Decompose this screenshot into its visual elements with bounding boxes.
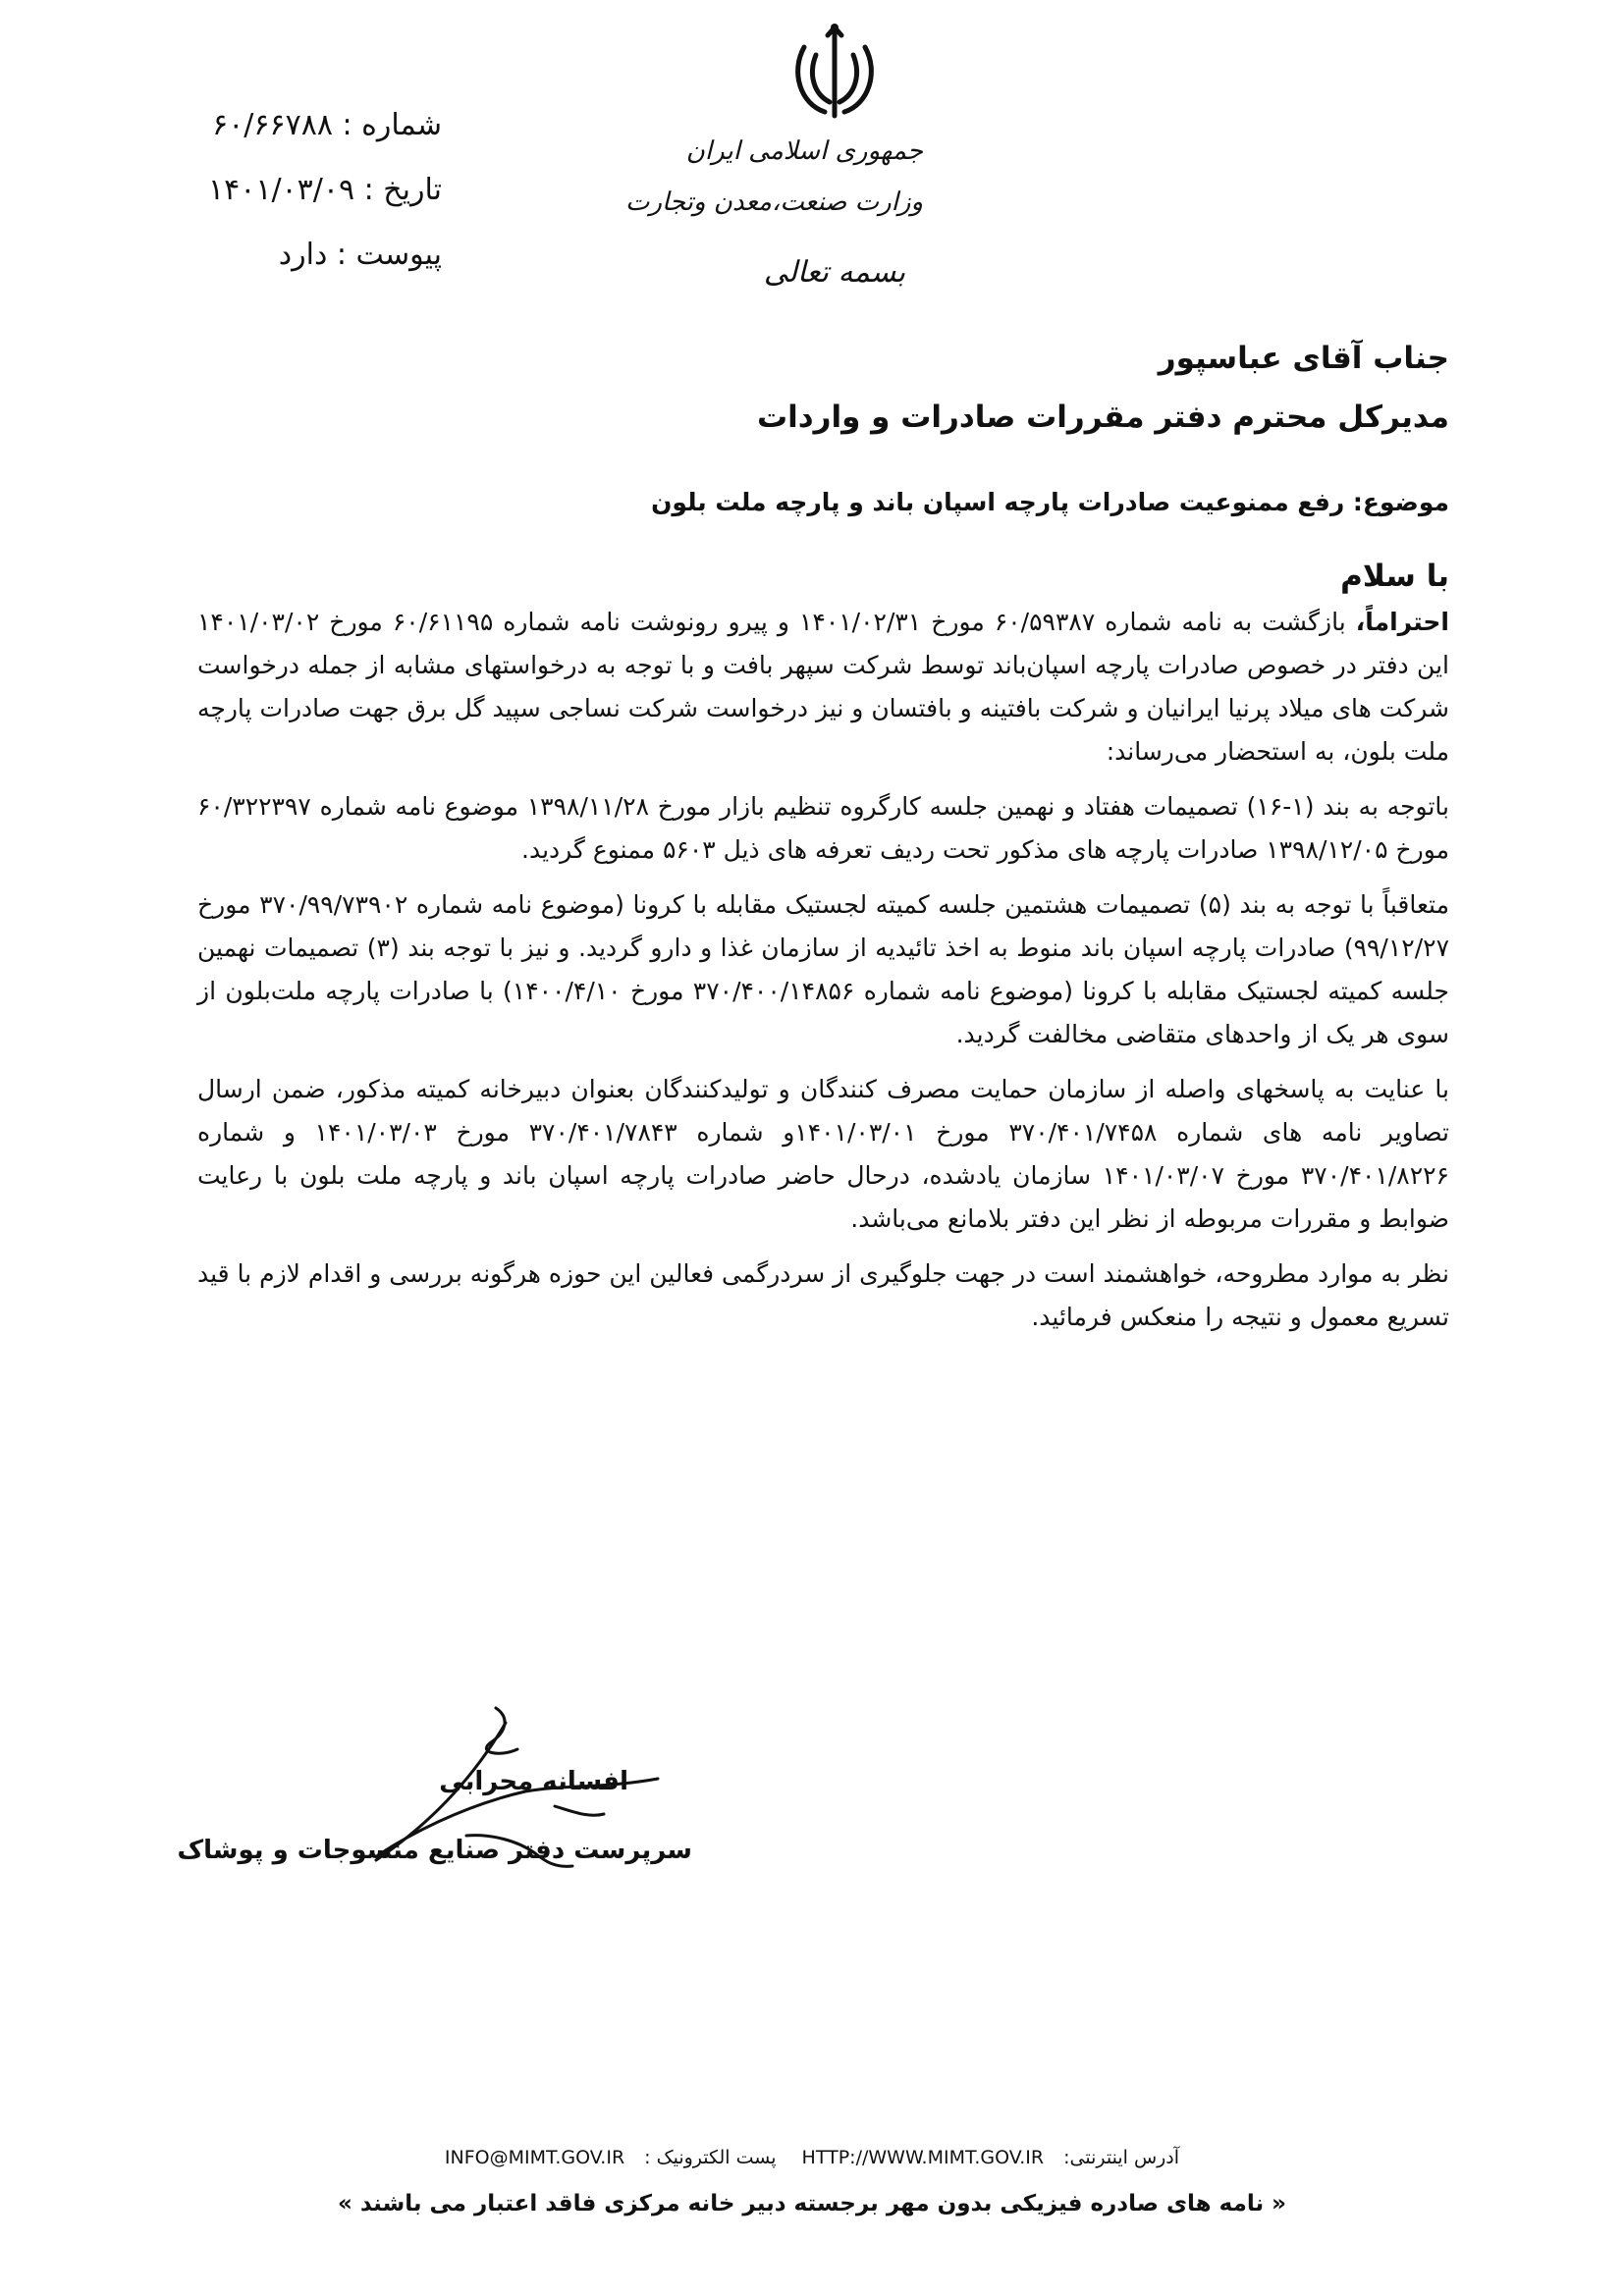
- letter-number: شماره : ۶۰/۶۶۷۸۸: [212, 108, 442, 142]
- email-link[interactable]: INFO@MIMT.GOV.IR: [444, 2147, 625, 2168]
- paragraph-5: نظر به موارد مطروحه، خواهشمند است در جهت جلوگیری از سردرگمی فعالین این حوزه هرگونه بررسی و اقدام لازم با قید تسریع معمول و نتیجه را منعکس فرمائید.: [197, 1259, 1449, 1331]
- signature-block: [177, 1688, 702, 1904]
- letter-subject: موضوع: رفع ممنوعیت صادرات پارچه اسپان باند و پارچه ملت بلون: [651, 488, 1449, 516]
- letter-attachment: پیوست : دارد: [278, 238, 442, 272]
- ministry-name: وزارت صنعت،معدن وتجارت: [624, 187, 923, 217]
- country-name: جمهوری اسلامی ایران: [685, 136, 923, 166]
- paragraph-2: باتوجه به بند (۱-۱۶) تصمیمات هفتاد و نهمین جلسه کارگروه تنظیم بازار مورخ ۱۳۹۸/۱۱/۲۸ موضوع نامه شماره ۶۰/۳۲۲۳۹۷ مورخ ۱۳۹۸/۱۲/۰۵ صادرات پارچه های مذکور تحت ردیف تعرفه های ذیل ۵۶۰۳ ممنوع گردید.: [197, 792, 1449, 864]
- paragraph-1-text: بازگشت به نامه شماره ۶۰/۵۹۳۸۷ مورخ ۱۴۰۱/۰۲/۳۱ و پیرو رونوشت نامه شماره ۶۰/۶۱۱۹۵ مورخ ۱۴۰۱/۰۳/۰۲ این دفتر در خصوص صادرات پارچه اسپان‌باند توسط شرکت سپهر بافت و با توجه به درخواستهای مشابه از جمله درخواست شرکت های میلاد پرنیا ایرانیان و شرکت بافتینه و بافتسان و نیز درخواست شرکت نساجی سپید گل برق جهت صادرات پارچه ملت بلون، به استحضار می‌رساند:: [197, 608, 1449, 766]
- bismillah: بسمه تعالی: [763, 255, 906, 290]
- addressee-name: جناب آقای عباسپور: [1158, 341, 1449, 376]
- paragraph-1: [197, 601, 1449, 774]
- signatory-name: افسانه محرابی: [439, 1767, 628, 1796]
- letter-date: تاریخ : ۱۴۰۱/۰۳/۰۹: [208, 173, 442, 207]
- paragraph-4: با عنایت به پاسخهای واصله از سازمان حمایت مصرف کنندگان و تولیدکنندگان بعنوان دبیرخانه کمیته مذکور، ضمن ارسال تصاویر نامه های شماره ۳۷۰/۴۰۱/۷۴۵۸ مورخ ۱۴۰۱/۰۳/۰۱و شماره ۳۷۰/۴۰۱/۷۸۴۳ مورخ ۱۴۰۱/۰۳/۰۳ و شماره ۳۷۰/۴۰۱/۸۲۲۶ مورخ ۱۴۰۱/۰۳/۰۷ سازمان یادشده، درحال حاضر صادرات پارچه اسپان باند و پارچه ملت بلون با رعایت ضوابط و مقررات مربوطه از نظر این دفتر بلامانع می‌باشد.: [197, 1075, 1450, 1233]
- email-label: پست الکترونیک :: [644, 2147, 777, 2168]
- paragraph-3: متعاقباً با توجه به بند (۵) تصمیمات هشتمین جلسه کمیته لجستیک مقابله با کرونا (موضوع نامه شماره ۳۷۰/۹۹/۷۳۹۰۲ مورخ ۹۹/۱۲/۲۷) صادرات پارچه اسپان باند منوط به اخذ تائیدیه از سازمان غذا و دارو گردید. و نیز با توجه بند (۳) تصمیمات نهمین جلسه کمیته لجستیک مقابله با کرونا (موضوع نامه شماره ۳۷۰/۴۰۰/۱۴۸۵۶ مورخ ۱۴۰۰/۴/۱۰) با صادرات پارچه ملت‌بلون از سوی هر یک از واحدهای متقاضی مخالفت گردید.: [197, 890, 1450, 1048]
- signatory-title: سرپرست دفتر صنایع منسوجات و پوشاک: [177, 1836, 692, 1865]
- website-link[interactable]: HTTP://WWW.MIMT.GOV.IR: [801, 2147, 1045, 2168]
- footer: [0, 2140, 1624, 2226]
- greeting: با سلام: [1340, 559, 1449, 594]
- website-label: آدرس اینترنتی:: [1063, 2147, 1180, 2168]
- addressee-title: مدیرکل محترم دفتر مقررات صادرات و واردات: [756, 400, 1449, 435]
- addressee: [271, 329, 1449, 447]
- iran-emblem-icon: [781, 18, 889, 126]
- footer-contacts: [0, 2140, 1624, 2175]
- footer-notice: « نامه های صادره فیزیکی بدون مهر برجسته دبیر خانه مرکزی فاقد اعتبار می باشند »: [338, 2191, 1286, 2216]
- letter-metadata: [147, 93, 442, 288]
- letter-body: [197, 601, 1449, 1351]
- handwritten-signature: [260, 1688, 702, 1904]
- paragraph-1-lead: احتراماً،: [1355, 608, 1449, 636]
- ministry-header: [624, 18, 923, 312]
